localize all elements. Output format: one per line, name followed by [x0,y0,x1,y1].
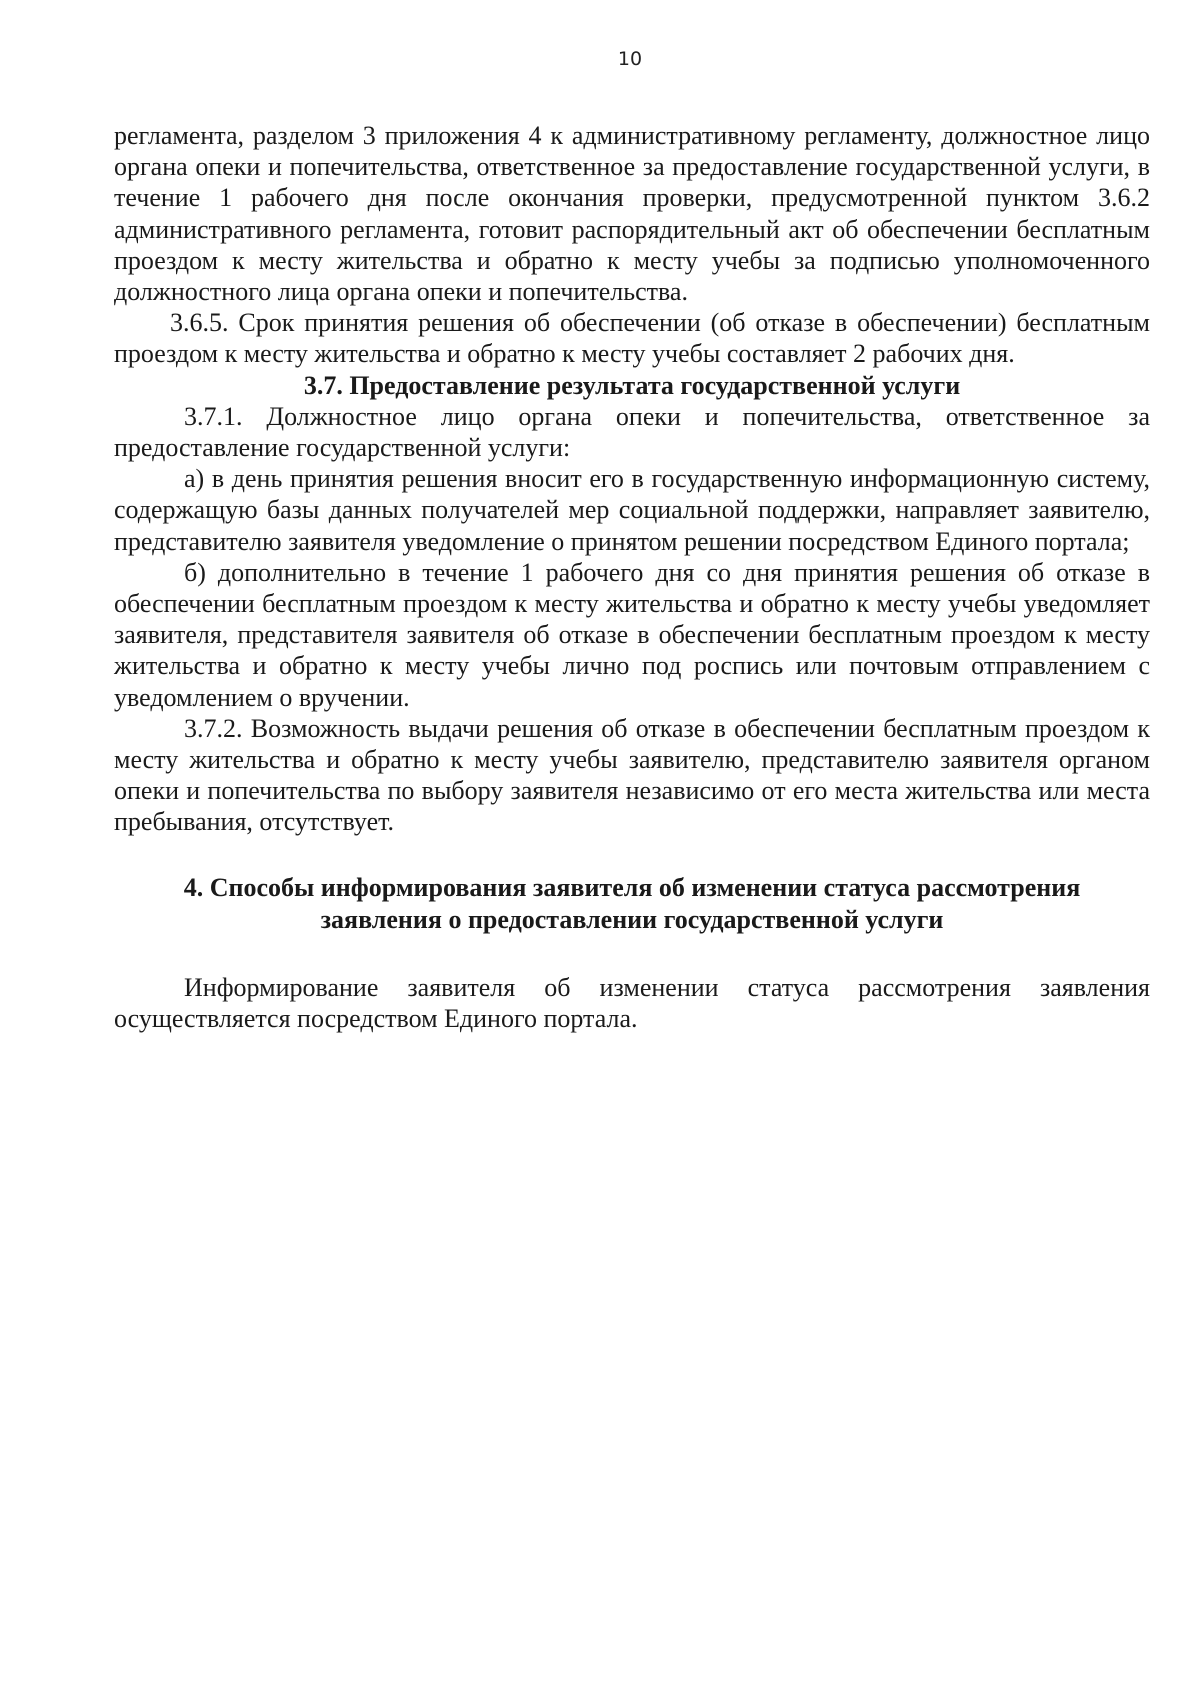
section-heading-4 [114,872,1150,936]
section-heading-3-7: 3.7. Предоставление результата государственной услуги [303,370,961,400]
paragraph-intro: регламента, разделом 3 приложения 4 к административному регламенту, должностное лицо органа опеки и попечительства, ответственное за предоставление государственной услуги, в течение 1 рабочего дня после окончания проверки, предусмотренной пунктом 3.6.2 административного регламента, готовит распорядительный акт об обеспечении бесплатным проездом к месту жительства и обратно к месту учебы за подписью уполномоченного должностного лица органа опеки и попечительства. [114,121,1150,307]
section-heading-4-line-2: заявления о предоставлении государственной услуги [320,904,944,934]
page-number: 10 [617,48,643,70]
section-heading-4-line-1: 4. Способы информирования заявителя об изменении статуса рассмотрения [183,872,1081,902]
paragraph-3-7-1: 3.7.1. Должностное лицо органа опеки и попечительства, ответственное за предоставление государственной услуги: [114,401,1150,463]
paragraph-3-7-2: 3.7.2. Возможность выдачи решения об отказе в обеспечении бесплатным проездом к месту жительства и обратно к месту учебы заявителю, представителю заявителя органом опеки и попечительства по выбору заявителя независимо от его места жительства или места пребывания, отсутствует. [114,713,1150,837]
document-body [114,120,1150,1034]
paragraph-3-7-1-a: а) в день принятия решения вносит его в государственную информационную систему, содержащую базы данных получателей мер социальной поддержки, направляет заявителю, представителю заявителя уведомление о принятом решении посредством Единого портала; [114,464,1150,556]
paragraph-3-7-1-b: б) дополнительно в течение 1 рабочего дня со дня принятия решения об отказе в обеспечении бесплатным проездом к месту жительства и обратно к месту учебы уведомляет заявителя, представителя заявителя об отказе в обеспечении бесплатным проездом к месту жительства и обратно к месту учебы лично под роспись или почтовым отправлением с уведомлением о вручении. [114,557,1150,712]
paragraph-3-6-5: 3.6.5. Срок принятия решения об обеспечении (об отказе в обеспечении) бесплатным проездом к месту жительства и обратно к месту учебы составляет 2 рабочих дня. [114,308,1150,369]
paragraph-4: Информирование заявителя об изменении статуса рассмотрения заявления осуществляется посредством Единого портала. [114,972,1150,1033]
